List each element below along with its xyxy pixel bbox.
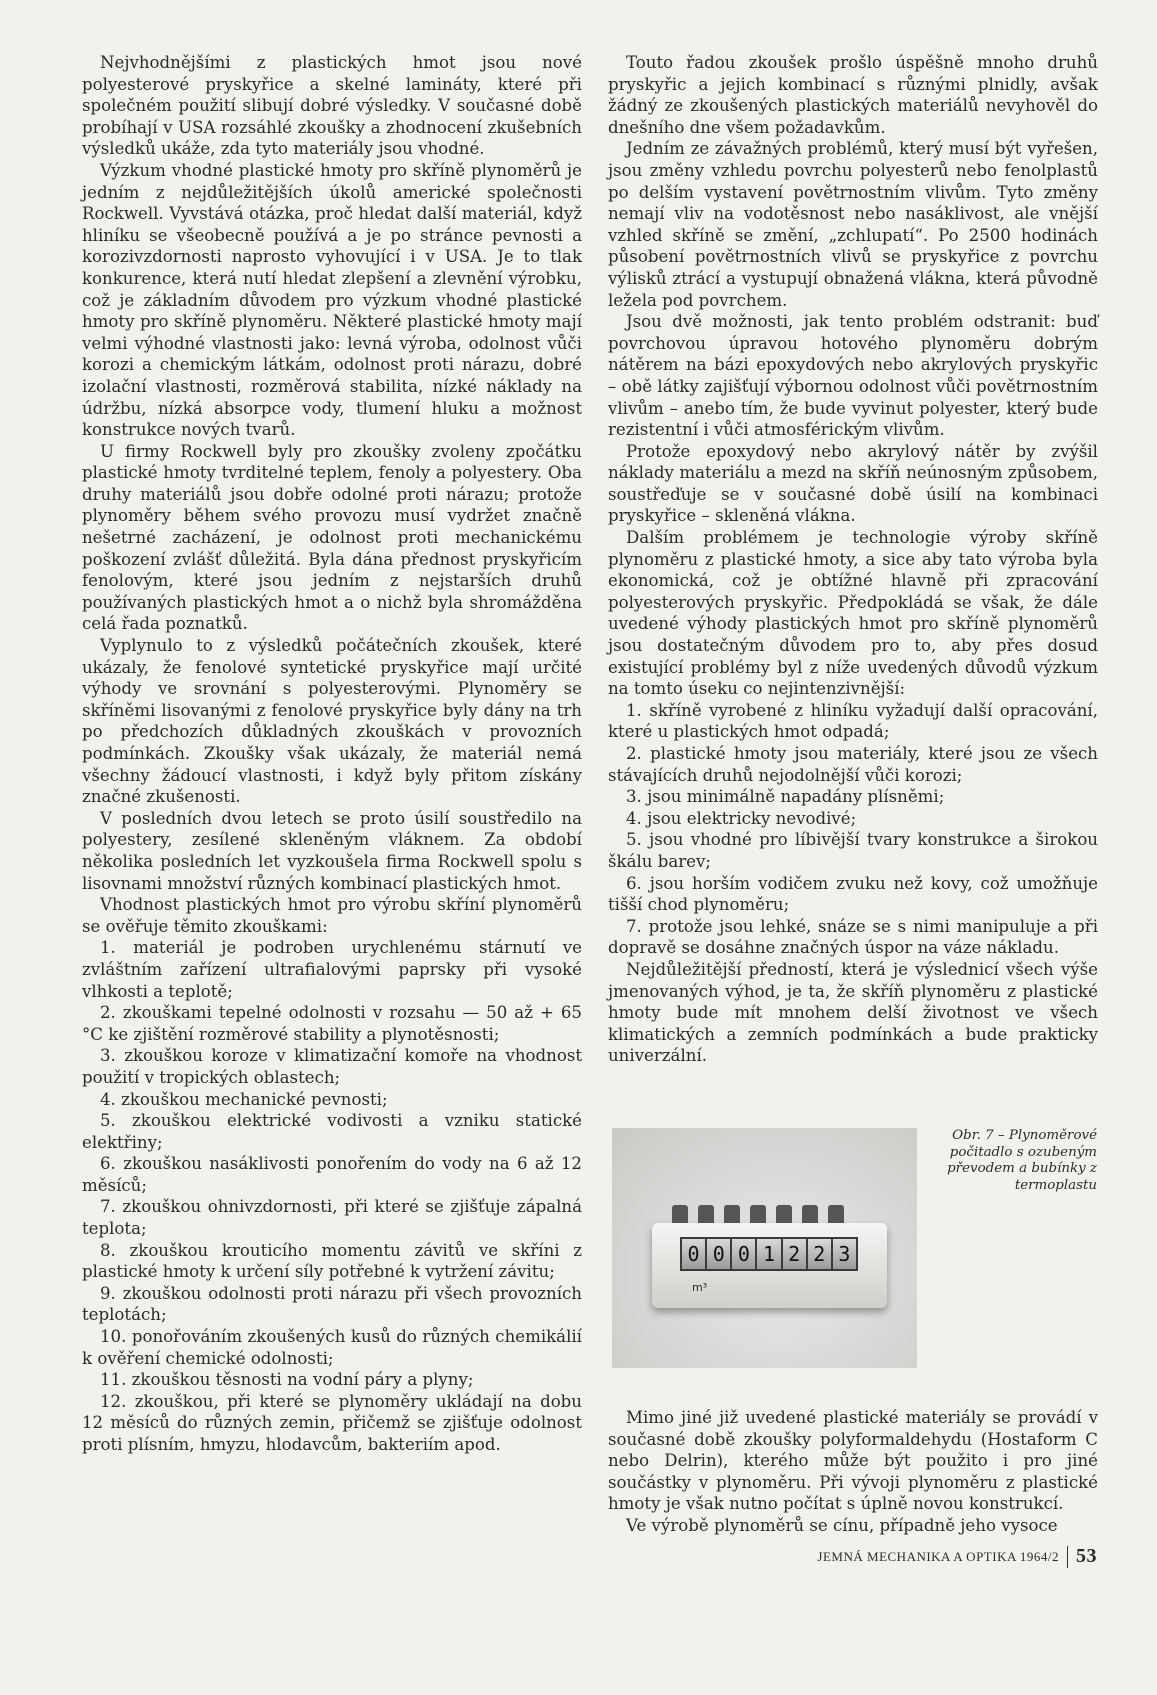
paragraph: 3. jsou minimálně napadány plísněmi; xyxy=(626,787,945,807)
paragraph: 2. zkouškami tepelné odolnosti v rozsahu — 50 až + 65 °C ke zjištění rozměrové stability a plynotěsnosti; xyxy=(82,1003,582,1044)
paragraph: Nejvhodnějšími z plastických hmot jsou nové polyesterové pryskyřice a skelné lamináty, které při společném použití slibují dobré výsledky. V současné době probíhají v USA rozsáhlé zkoušky a zhodnocení zkušebních výsledků ukáže, zda tyto materiály jsou vhodné. xyxy=(82,53,582,159)
counter-digit: 1 xyxy=(757,1239,780,1269)
paragraph: Dalším problémem je technologie výroby skříně plynoměru z plastické hmoty, a sice aby tato výroba byla ekonomická, což je obtížné hlavně při zpracování polyesterových pryskyřic. Předpokládá se však, že dále uvedené výhody plastických hmot pro skříně plynoměrů jsou dostatečným důvodem pro to, aby přes dosud existující problémy byl z níže uvedených důvodů výzkum na tomto úseku co nejintenzivnější: xyxy=(608,528,1098,699)
page-number: 53 xyxy=(1076,1545,1097,1567)
counter-digit: 0 xyxy=(682,1239,705,1269)
paragraph: 9. zkouškou odolnosti proti nárazu při všech provozních teplotách; xyxy=(82,1283,582,1325)
journal-title: JEMNÁ MECHANIKA A OPTIKA 1964/2 xyxy=(817,1548,1059,1564)
paragraph: 1. skříně vyrobené z hliníku vyžadují další opracování, které u plastických hmot odpadá; xyxy=(608,700,1098,742)
paragraph: Ve výrobě plynoměrů se cínu, případně jeho vysoce xyxy=(626,1515,1058,1535)
paragraph: Jsou dvě možnosti, jak tento problém odstranit: buď povrchovou úpravou hotového plynoměru dobrým nátěrem na bázi epoxydových nebo akrylových pryskyřic – obě látky zajišťují výbornou odolnost vůči povětrnostním vlivům – anebo tím, že bude vyvinut polyester, který bude rezistentní i vůči atmosférickým vlivům. xyxy=(608,312,1098,440)
counter-unit-label: m³ xyxy=(692,1281,708,1294)
footer-divider xyxy=(1067,1546,1068,1568)
gas-meter-counter-photo xyxy=(612,1128,917,1368)
right-column xyxy=(608,52,1098,1067)
paragraph: Mimo jiné již uvedené plastické materiály se provádí v současné době zkoušky polyformaldehydu (Hostaform C nebo Delrin), kterého může být použito i pro jiné součástky v plynoměru. Při vývoji plynoměru z plastické hmoty je však nutno počítat s úplně novou konstrukcí. xyxy=(608,1408,1098,1514)
paragraph: U firmy Rockwell byly pro zkoušky zvoleny zpočátku plastické hmoty tvrditelné teplem, fenoly a polyestery. Oba druhy materiálů jsou dobře odolné proti nárazu; protože plynoměry během svého provozu musí vydržet značně nešetrné zacházení, je odolnost proti mechanickému poškození zvlášť důležitá. Byla dána přednost pryskyřicím fenolovým, které jsou jedním z nejstarších druhů používaných plastických hmot a o nichž byla shromážděna celá řada poznatků. xyxy=(82,441,582,634)
paragraph: 10. ponořováním zkoušených kusů do různých chemikálií k ověření chemické odolnosti; xyxy=(82,1327,582,1368)
paragraph: 4. jsou elektricky nevodivé; xyxy=(626,808,857,828)
paragraph: 2. plastické hmoty jsou materiály, které jsou ze všech stávajících druhů nejodolnější vůči korozi; xyxy=(608,744,1098,785)
paragraph: 4. zkouškou mechanické pevnosti; xyxy=(100,1089,388,1109)
counter-box xyxy=(652,1223,887,1308)
paragraph: Protože epoxydový nebo akrylový nátěr by zvýšil náklady materiálu a mezd na skříň neúnosným způsobem, soustřeďuje se v současné době úsilí na kombinaci pryskyřice – skleněná vlákna. xyxy=(608,441,1098,526)
paragraph: Nejdůležitější předností, která je výslednicí všech výše jmenovaných výhod, je ta, že skříň plynoměru z plastické hmoty bude mít mnohem delší životnost ve všech klimatických a zemních podmínkách a bude prakticky univerzální. xyxy=(608,959,1098,1066)
paragraph: Vyplynulo to z výsledků počátečních zkoušek, které ukázaly, že fenolové syntetické pryskyřice mají určité výhody ve srovnání s polyesterovými. Plynoměry se skříněmi lisovanými z fenolové pryskyřice byly dány na trh po předchozích důkladných zkouškách v provozních podmínkách. Zkoušky však ukázaly, že materiál nemá všechny žádoucí vlastnosti, i když byly přitom získány značné zkušenosti. xyxy=(82,636,582,807)
paragraph: Touto řadou zkoušek prošlo úspěšně mnoho druhů pryskyřic a jejich kombinací s různými plnidly, avšak žádný ze zkoušených plastických materiálů nevyhověl do dnešního dne všem požadavkům. xyxy=(608,53,1098,137)
paragraph: Výzkum vhodné plastické hmoty pro skříně plynoměrů je jedním z nejdůležitějších úkolů americké společnosti Rockwell. Vyvstává otázka, proč hledat další materiál, když hliníku se všeobecně používá a je po stránce pevnosti a korozivzdornosti naprosto vyhovující i v USA. Je to tlak konkurence, která nutí hledat zlepšení a zlevnění výrobku, což je základním důvodem pro výzkum vhodné plastické hmoty pro skříně plynoměru. Některé plastické hmoty mají velmi výhodné vlastnosti jako: levná výroba, odolnost vůči korozi a chemickým látkám, odolnost proti nárazu, dobré izolační vlastnosti, rozměrová stabilita, nízké náklady na údržbu, nízká absorpce vody, tlumení hluku a možnost konstrukce nových tvarů. xyxy=(82,160,582,440)
paragraph: 7. zkouškou ohnivzdornosti, při které se zjišťuje zápalná teplota; xyxy=(82,1197,582,1239)
figure-caption: Obr. 7 – Plynoměrové počitadlo s ozubeným převodem a bubínky z termoplastu xyxy=(947,1128,1097,1193)
paragraph: Vhodnost plastických hmot pro výrobu skříní plynoměrů se ověřuje těmito zkouškami: xyxy=(82,895,582,936)
counter-digit: 2 xyxy=(808,1239,831,1269)
counter-digit: 0 xyxy=(732,1239,755,1269)
paragraph: 11. zkouškou těsnosti na vodní páry a plyny; xyxy=(100,1370,474,1390)
bottom-right-column xyxy=(608,1407,1098,1537)
paragraph: 5. zkouškou elektrické vodivosti a vzniku statické elektřiny; xyxy=(82,1111,582,1152)
paragraph: 12. zkouškou, při které se plynoměry ukládají na dobu 12 měsíců do různých zemin, přičemž se zjišťuje odolnost proti plísním, hmyzu, hlodavcům, bakteriím apod. xyxy=(82,1391,582,1454)
paragraph: 6. jsou horším vodičem zvuku než kovy, což umožňuje tišší chod plynoměru; xyxy=(608,873,1098,915)
paragraph: 1. materiál je podroben urychlenému stárnutí ve zvláštním zařízení ultrafialovými paprsky při vysoké vlhkosti a teplotě; xyxy=(82,938,582,1001)
counter-digit: 0 xyxy=(707,1239,730,1269)
paragraph: 7. protože jsou lehké, snáze se s nimi manipuluje a při dopravě se dosáhne značných úspor na váze nákladu. xyxy=(608,916,1098,958)
paragraph: 5. jsou vhodné pro líbivější tvary konstrukce a širokou škálu barev; xyxy=(608,830,1098,871)
counter-gears xyxy=(672,1205,872,1227)
counter-digit: 2 xyxy=(783,1239,806,1269)
paragraph: 8. zkouškou krouticího momentu závitů ve skříni z plastické hmoty k určení síly potřebné k vytržení závitu; xyxy=(82,1240,582,1282)
counter-digit: 3 xyxy=(833,1239,856,1269)
left-column xyxy=(82,52,582,1456)
page-footer xyxy=(817,1545,1097,1568)
paragraph: 6. zkouškou nasáklivosti ponořením do vody na 6 až 12 měsíců; xyxy=(82,1154,582,1195)
paragraph: Jedním ze závažných problémů, který musí být vyřešen, jsou změny vzhledu povrchu polyesterů nebo fenolplastů po delším vystavení povětrnostním vlivům. Tyto změny nemají vliv na vodotěsnost nebo nasáklivost, ale vnější vzhled skříně se změní, „zchlupatí“. Po 2500 hodinách působení povětrnostních vlivů se pryskyřice z povrchu výlisků ztrácí a vystupují obnažená vlákna, která původně ležela pod povrchem. xyxy=(608,139,1098,310)
counter-window xyxy=(680,1237,858,1271)
paragraph: 3. zkouškou koroze v klimatizační komoře na vhodnost použití v tropických oblastech; xyxy=(82,1046,582,1087)
paragraph: V posledních dvou letech se proto úsilí soustředilo na polyestery, zesílené skleněným vláknem. Za období několika posledních let vyzkoušela firma Rockwell spolu s lisovnami množství různých kombinací plastických hmot. xyxy=(82,808,582,893)
